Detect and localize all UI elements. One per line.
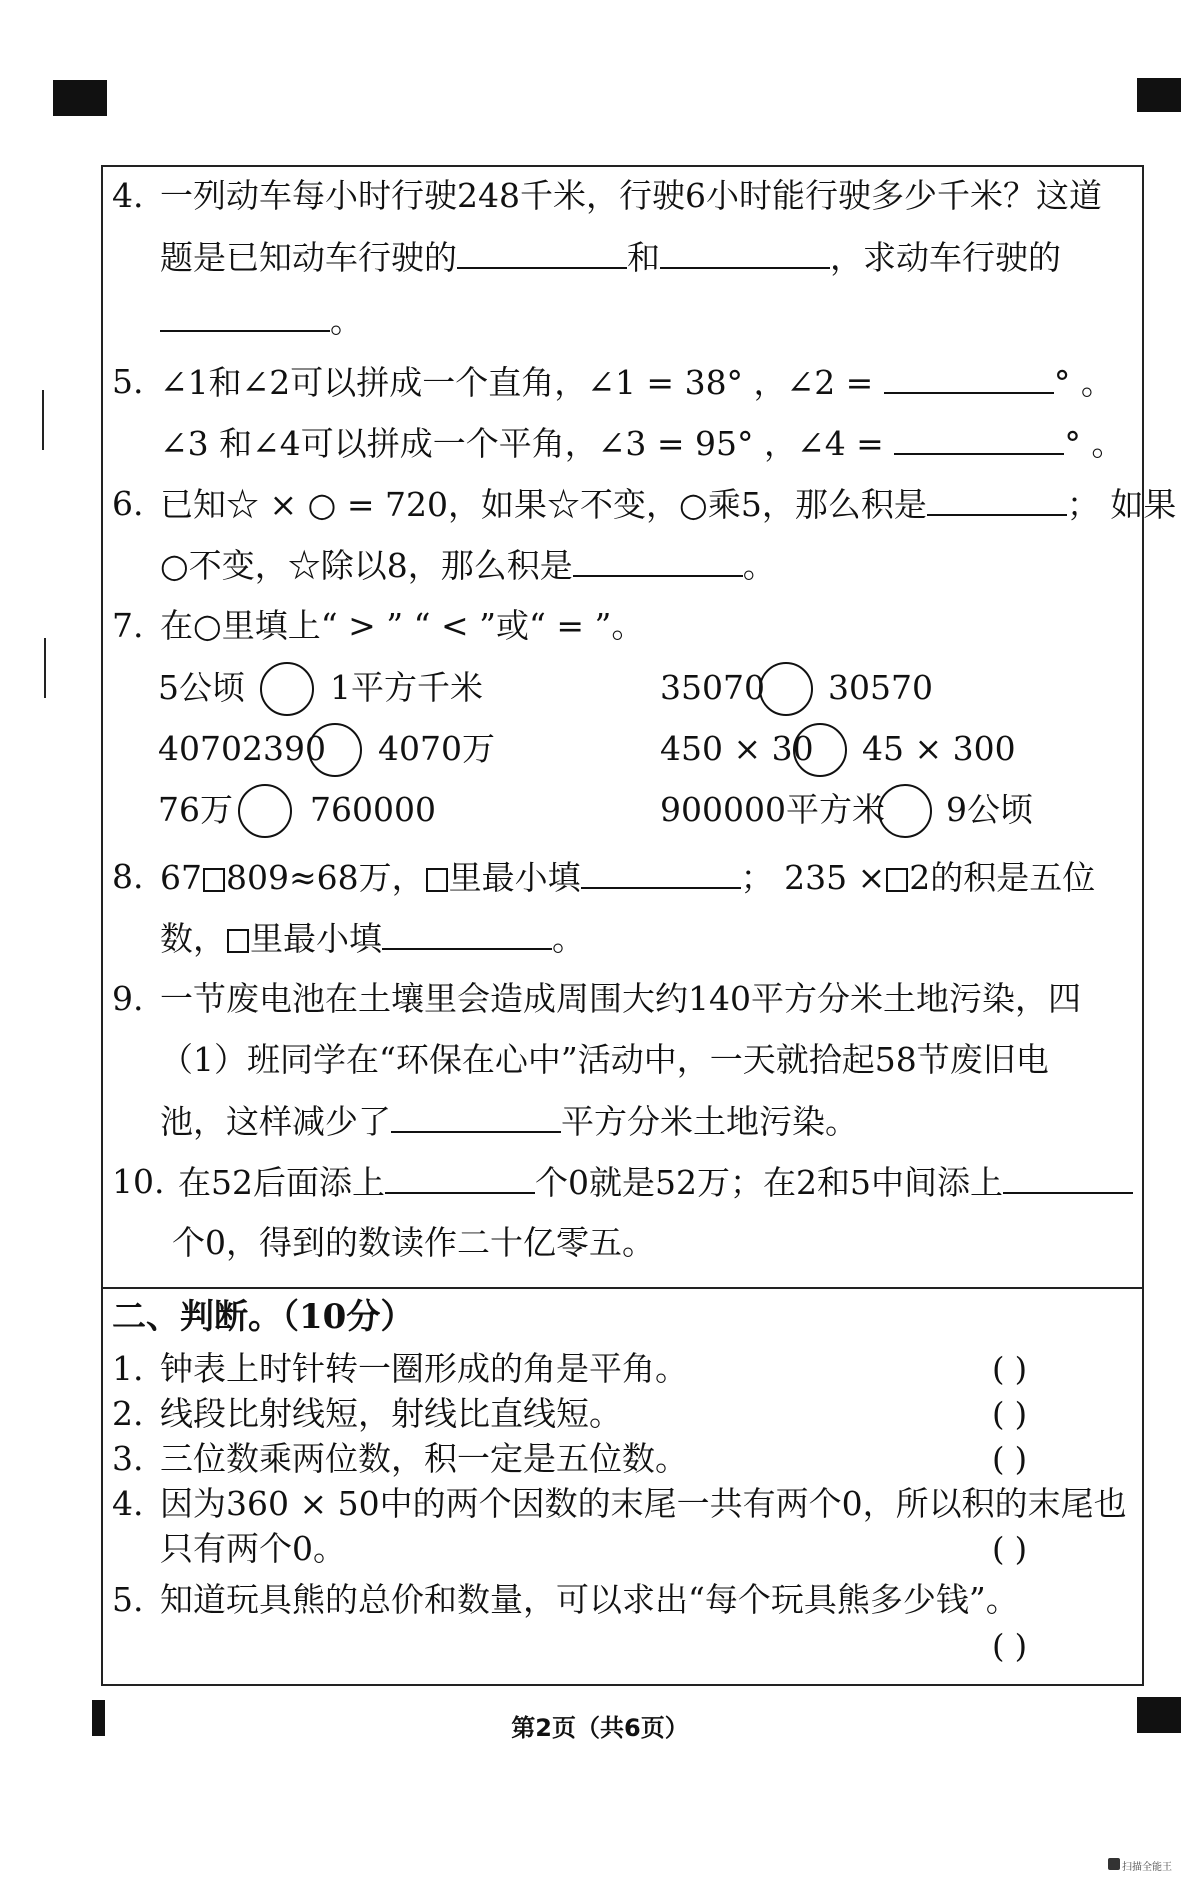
compare-right-b: 30570	[828, 668, 933, 707]
text-segment: 67	[160, 858, 202, 897]
question-number: 2.	[112, 1394, 144, 1433]
answer-blank[interactable]	[1003, 1162, 1133, 1194]
text-segment: 。	[742, 546, 776, 585]
answer-blank[interactable]	[884, 362, 1054, 394]
scanner-watermark: 扫描全能王	[1122, 1862, 1172, 1873]
answer-blank[interactable]	[573, 545, 743, 577]
text-segment: ○不变，☆除以8，那么积是	[160, 546, 573, 585]
compare-right-a: 450 × 30	[660, 729, 814, 768]
text-segment: ° 。	[1053, 363, 1114, 402]
question-text	[160, 918, 585, 959]
compare-left-b: 760000	[310, 790, 436, 829]
text-segment: 里最小填	[448, 858, 581, 897]
compare-circle[interactable]	[308, 723, 362, 777]
text-segment: 平方分米土地污染。	[561, 1102, 858, 1141]
compare-left-a: 76万	[158, 790, 233, 829]
question-text	[160, 362, 1114, 403]
question-text: 个0，得到的数读作二十亿零五。	[172, 1223, 655, 1262]
answer-blank[interactable]	[457, 237, 627, 269]
question-text	[160, 1101, 858, 1142]
registration-mark-top-right	[1137, 78, 1181, 112]
question-number: 10.	[112, 1162, 165, 1201]
answer-blank[interactable]	[927, 484, 1067, 516]
question-text	[160, 423, 1124, 464]
question-text	[160, 545, 776, 586]
answer-blank[interactable]	[581, 857, 741, 889]
question-text	[160, 484, 1176, 525]
compare-circle[interactable]	[238, 784, 292, 838]
question-number: 4.	[112, 176, 144, 215]
question-number: 1.	[112, 1349, 144, 1388]
text-segment: 2的积是五位	[909, 858, 1096, 897]
question-text: 只有两个0。	[160, 1529, 346, 1568]
text-segment: 。	[552, 919, 585, 958]
answer-blank[interactable]	[382, 918, 552, 950]
digit-box[interactable]	[227, 929, 249, 953]
compare-left-a: 40702390	[158, 729, 326, 768]
compare-circle[interactable]	[793, 723, 847, 777]
answer-blank[interactable]	[391, 1101, 561, 1133]
answer-parentheses[interactable]: ( )	[992, 1627, 1028, 1665]
answer-blank[interactable]	[385, 1162, 535, 1194]
answer-parentheses[interactable]: ( )	[992, 1530, 1028, 1568]
digit-box[interactable]	[886, 868, 908, 892]
text-segment: 池，这样减少了	[160, 1102, 391, 1141]
text-segment: ，求动车行驶的	[830, 238, 1061, 277]
digit-box[interactable]	[426, 868, 448, 892]
text-segment: 。	[330, 301, 363, 340]
question-number: 5.	[112, 1580, 144, 1619]
question-text: 因为360 × 50中的两个因数的末尾一共有两个0，所以积的末尾也	[160, 1484, 1127, 1523]
text-segment: ； 235 ×	[740, 858, 886, 897]
compare-right-b: 45 × 300	[862, 729, 1016, 768]
page-footer: 第2页（共6页）	[511, 1714, 689, 1742]
question-text: （1）班同学在“环保在心中”活动中，一天就拾起58节废旧电	[160, 1040, 1049, 1079]
compare-right-a: 900000平方米	[660, 790, 885, 829]
answer-parentheses[interactable]: ( )	[992, 1395, 1028, 1433]
text-segment: ° 。	[1064, 424, 1125, 463]
question-text: 一列动车每小时行驶248千米，行驶6小时能行驶多少千米？这道	[160, 176, 1102, 215]
text-segment: 数，	[160, 919, 226, 958]
section-divider	[103, 1287, 1142, 1289]
answer-blank[interactable]	[894, 423, 1064, 455]
question-number: 6.	[112, 484, 144, 523]
question-number: 7.	[112, 606, 144, 645]
question-text	[160, 300, 363, 341]
question-text: 线段比射线短，射线比直线短。	[160, 1394, 622, 1433]
question-number: 8.	[112, 857, 144, 896]
answer-parentheses[interactable]: ( )	[992, 1440, 1028, 1478]
digit-box[interactable]	[203, 868, 225, 892]
question-number: 9.	[112, 979, 144, 1018]
compare-circle[interactable]	[878, 784, 932, 838]
text-segment: 里最小填	[250, 919, 382, 958]
question-text: 在○里填上“ > ” “ < ”或“ = ”。	[160, 606, 645, 645]
question-number: 4.	[112, 1484, 144, 1523]
text-segment: 和	[627, 238, 660, 277]
text-segment: 题是已知动车行驶的	[160, 238, 457, 277]
compare-right-b: 9公顷	[946, 790, 1033, 829]
text-segment: ； 如果	[1066, 485, 1177, 524]
question-text: 钟表上时针转一圈形成的角是平角。	[160, 1349, 688, 1388]
question-text	[160, 237, 1061, 278]
question-text: 一节废电池在土壤里会造成周围大约140平方分米土地污染，四	[160, 979, 1081, 1018]
text-segment: 已知☆ × ○ = 720，如果☆不变，○乘5，那么积是	[160, 485, 927, 524]
text-segment: ∠1和∠2可以拼成一个直角，∠1 = 38° ，∠2 =	[160, 363, 874, 402]
compare-circle[interactable]	[260, 662, 314, 716]
compare-right-a: 35070	[660, 668, 765, 707]
text-segment: ∠3 和∠4可以拼成一个平角，∠3 = 95° ，∠4 =	[160, 424, 884, 463]
question-text: 知道玩具熊的总价和数量，可以求出“每个玩具熊多少钱”。	[160, 1580, 1019, 1619]
text-segment: 个0就是52万；在2和5中间添上	[535, 1163, 1003, 1202]
text-segment: 809≈68万，	[226, 858, 425, 897]
text-segment: 在52后面添上	[178, 1163, 385, 1202]
compare-left-a: 5公顷	[158, 668, 245, 707]
registration-mark-top-left	[53, 80, 107, 116]
scan-edge-mark	[44, 638, 46, 698]
question-text	[160, 857, 1095, 898]
question-number: 3.	[112, 1439, 144, 1478]
scan-edge-mark	[42, 390, 44, 450]
question-text	[178, 1162, 1133, 1203]
compare-left-b: 4070万	[378, 729, 495, 768]
scanner-logo-icon	[1108, 1858, 1120, 1870]
answer-parentheses[interactable]: ( )	[992, 1350, 1028, 1388]
answer-blank[interactable]	[660, 237, 830, 269]
compare-left-b: 1平方千米	[330, 668, 483, 707]
compare-circle[interactable]	[759, 662, 813, 716]
question-text: 三位数乘两位数，积一定是五位数。	[160, 1439, 688, 1478]
answer-blank[interactable]	[160, 300, 330, 332]
question-number: 5.	[112, 362, 144, 401]
section-title: 二、判断。（10分）	[112, 1297, 415, 1337]
